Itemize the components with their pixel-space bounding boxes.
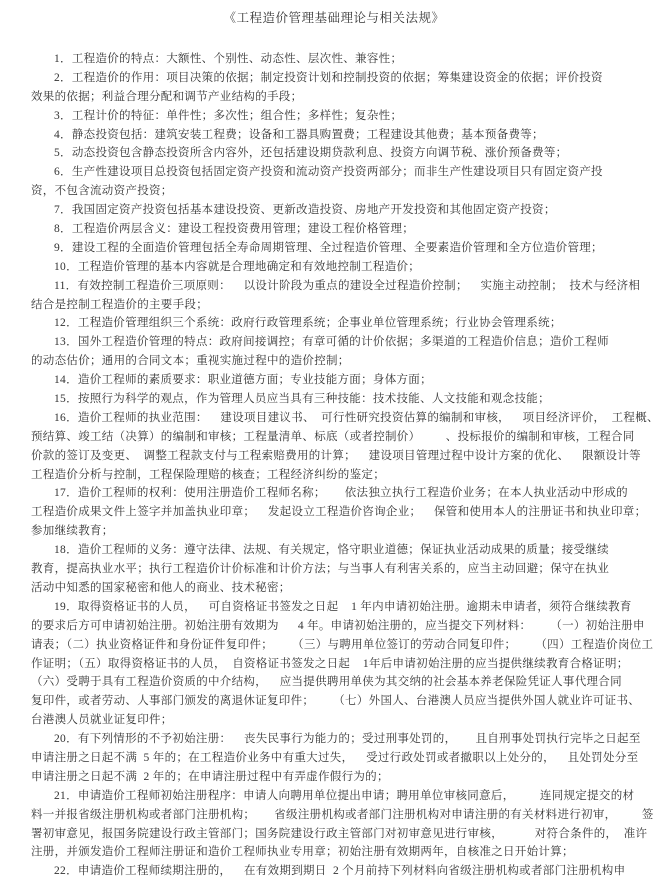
text-line: 6．生产性建设项目总投资包括固定资产投资和流动资产投资两部分；而非生产性建设项目只有固定资产投 bbox=[54, 166, 603, 179]
text-line: 申请注册之日起不满 2 年的；在申请注册过程中有弄虚作假行为的； bbox=[31, 770, 389, 783]
text-line: 预结算、竣工结（决算）的编制和审核；工程量清单、标底（或者控制价） 、投标报价的编制和审核，工程合同 bbox=[31, 430, 635, 443]
document-title: 《工程造价管理基础理论与相关法规》 bbox=[223, 11, 445, 25]
text-line: 9．建设工程的全面造价管理包括全寿命周期管理、全过程造价管理、全要素造价管理和全方位造价管理； bbox=[54, 241, 603, 254]
text-line: 作证明；（五）取得资格证书的人员， 自资格证书签发之日起 1年后申请初始注册的应当提供继续教育合格证明； bbox=[31, 657, 629, 670]
text-line: 署初审意见，报国务院建设行政主管部门；国务院建设行政主管部门对初审意见进行审核， 对符合条件的， 准许 bbox=[31, 827, 648, 840]
text-line: 结合是控制工程造价的主要手段； bbox=[31, 298, 208, 311]
text-line: （六）受聘于具有工程造价资质的中介结构， 应当提供聘用单侠为其交纳的社会基本养老保险凭证人事代理合同 bbox=[31, 676, 622, 689]
text-line: 15．按照行为科学的观点，作为管理人员应当具有三种技能：技术技能、人文技能和观念技能； bbox=[54, 393, 550, 406]
text-line: 19．取得资格证书的人员， 可自资格证书签发之日起 1 年内申请初始注册。逾期未申请者，须符合继续教育 bbox=[54, 600, 632, 613]
text-line: 20．有下列情形的不予初始注册： 丧失民事行为能力的；受过刑事处罚的， 且自刑事处罚执行完毕之日起至 bbox=[54, 733, 641, 746]
text-line: 1．工程造价的特点：大额性、个别性、动态性、层次性、兼容性； bbox=[54, 53, 403, 65]
text-line: 5．动态投资包含静态投资所含内容外，还包括建设期贷款利息、投资方向调节税、涨价预备费等； bbox=[54, 147, 568, 160]
text-line: 教育，提高执业水平；执行工程造价计价标准和计价方法；与当事人有利害关系的，应当主动回避；保守在执业 bbox=[31, 563, 610, 576]
text-line: 效果的依据；利益合理分配和调节产业结构的手段； bbox=[31, 90, 303, 103]
text-line: 活动中知悉的国家秘密和他人的商业、技术秘密； bbox=[31, 581, 291, 594]
text-line: 18．造价工程师的义务：遵守法律、法规、有关规定，恪守职业道德；保证执业活动成果的质量；接受继续 bbox=[54, 544, 609, 557]
text-line: 资，不包含流动资产投资； bbox=[31, 185, 173, 198]
text-line: 注册，并颁发造价工程师注册证和造价工程师执业专用章；初始注册有效期两年，自核准之日开始计算； bbox=[31, 846, 574, 859]
text-line: 的要求后方可申请初始注册。初始注册有效期为 4 年。申请初始注册的，应当提交下列材料： （一）初始注册申 bbox=[31, 619, 645, 632]
text-line: 参加继续教育； bbox=[31, 525, 114, 538]
text-line: 14．造价工程师的素质要求：职业道德方面；专业技能方面；身体方面； bbox=[54, 374, 432, 387]
text-line: 料一并报省级注册机构或者部门注册机构； 省级注册机构或者部门注册机构对申请注册的有关材料进行初审， 签 bbox=[31, 808, 654, 821]
text-line: 的动态估价；通用的合同文本；重视实施过程中的造价控制； bbox=[31, 355, 350, 368]
text-line: 16．造价工程师的执业范围： 建设项目建议书、 可行性研究投资估算的编制和审核， 项目经济评价， 工程概、 bbox=[54, 411, 659, 424]
text-line: 复印件，或者劳动、人事部门颁发的离退休证复印件； （七）外国人、台港澳人员应当提供外国人就业许可证书、 bbox=[31, 695, 641, 708]
text-line: 2．工程造价的作用：项目决策的依据；制定投资计划和控制投资的依据；筹集建设资金的依据；评价投资 bbox=[54, 71, 603, 84]
text-line: 请表；（二）执业资格证件和身份证件复印件； （三）与聘用单位签订的劳动合同复印件； （四）工程造价岗位工 bbox=[31, 638, 654, 651]
text-line: 3．工程计价的特征：单件性；多次性；组合性；多样性；复杂性； bbox=[54, 109, 403, 122]
text-line: 12．工程造价管理组织三个系统：政府行政管理系统；企事业单位管理系统；行业协会管理系统； bbox=[54, 317, 562, 330]
text-line: 价款的签订及变更、 调整工程款支付与工程索赔费用的计算； 建设项目管理过程中设计方案的优化、 限额设计等 bbox=[31, 449, 641, 462]
text-line: 申请注册之日起不满 5 年的；在工程造价业务中有重大过失， 受过行政处罚或者撤职以上处分的， 且处罚处分至 bbox=[31, 751, 639, 764]
text-line: 工程造价成果文件上签字并加盖执业印章； 发起设立工程造价咨询企业； 保管和使用本人的注册证书和执业印章； bbox=[31, 506, 647, 519]
text-line: 17．造价工程师的权利：使用注册造价工程师名称； 依法独立执行工程造价业务；在本人执业活动中形成的 bbox=[54, 487, 628, 500]
text-line: 22．申请造价工程师续期注册的， 在有效期到期日 2 个月前持下列材料向省级注册机构或者部门注册机构申 bbox=[54, 865, 626, 878]
text-line: 4．静态投资包括：建筑安装工程费；设备和工器具购置费；工程建设其他费；基本预备费等； bbox=[54, 128, 544, 141]
document-body bbox=[0, 50, 668, 881]
text-line: 7．我国固定资产投资包括基本建设投资、更新改造投资、房地产开发投资和其他固定资产投资； bbox=[54, 204, 556, 217]
text-line: 13．国外工程造价管理的特点：政府间接调控；有章可循的计价依据；多渠道的工程造价信息；造价工程师 bbox=[54, 336, 609, 349]
text-line: 11．有效控制工程造价三项原则： 以设计阶段为重点的建设全过程造价控制； 实施主动控制； 技术与经济相 bbox=[54, 279, 641, 292]
text-line: 台港澳人员就业证复印件； bbox=[31, 714, 173, 727]
text-line: 8．工程造价两层含义：建设工程投资费用管理；建设工程价格管理； bbox=[54, 223, 415, 236]
text-line: 21．申请造价工程师初始注册程序：申请人向聘用单位提出申请；聘用单位审核同意后， 连同规定提交的材 bbox=[54, 789, 635, 802]
text-line: 10．工程造价管理的基本内容就是合理地确定和有效地控制工程造价； bbox=[54, 260, 421, 273]
text-line: 工程造价分析与控制，工程保险理赔的核查；工程经济纠纷的鉴定； bbox=[31, 468, 385, 481]
